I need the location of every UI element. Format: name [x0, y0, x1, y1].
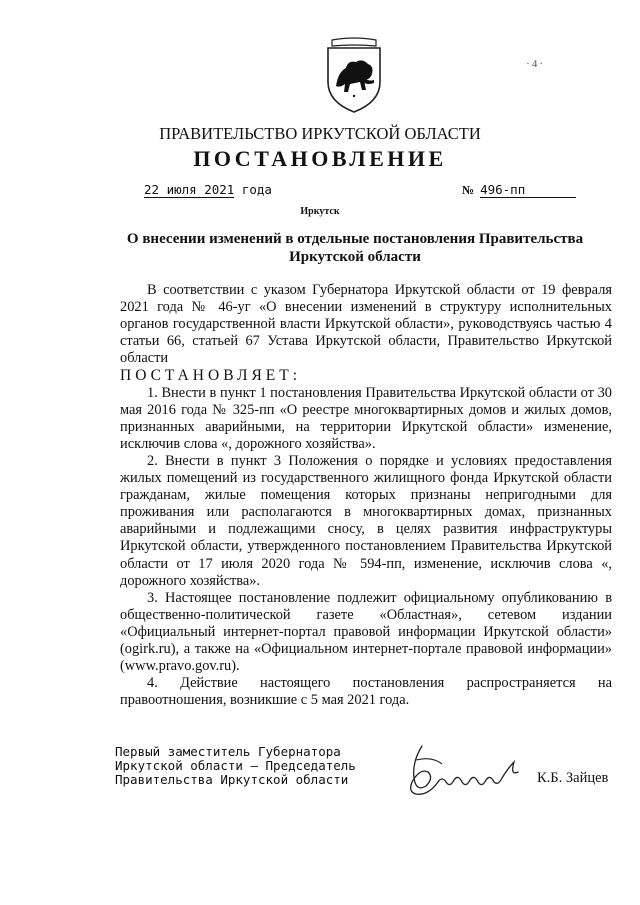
position-line: Первый заместитель Губернатора [115, 744, 341, 759]
date-suffix: года [234, 182, 272, 197]
resolution-item: 1. Внести в пункт 1 постановления Правительства Иркутской области от 30 мая 2016 года № 325-пп «О реестре многоквартирных домов и жилых домов, признанных аварийными, на территории Иркутской области» изменение, исключив слова «, дорожного хозяйства». [120, 384, 612, 452]
date-value: 22 июля 2021 [144, 182, 235, 197]
resolution-item: 2. Внести в пункт 3 Положения о порядке и условиях предоставления жилых помещений из государственного жилищного фонда Иркутской области гражданам, жилые помещения которых признаны непригодными для проживания или располагаются в многоквартирных домах, признанных аварийными и подлежащими сносу, в целях развития инфраструктуры Иркутской области, утвержденного постановлением Правительства Иркутской области от 17 июля 2020 года № 594-пп, изменение, исключив слова «, дорожного хозяйства». [120, 452, 612, 589]
signatory-position [115, 745, 365, 787]
document-number [462, 182, 576, 198]
document-type: ПОСТАНОВЛЕНИЕ [193, 146, 447, 171]
corner-mark: ·4· [526, 58, 545, 70]
resolution-item: 4. Действие настоящего постановления распространяется на правоотношения, возникшие с 5 мая 2021 года. [120, 675, 612, 709]
resolves-heading: ПОСТАНОВЛЯЕТ: [120, 367, 302, 385]
document-date [144, 182, 272, 197]
title-line: Иркутской области [289, 249, 421, 265]
document-title [120, 230, 590, 266]
position-line: Иркутской области – Председатель [115, 758, 356, 773]
title-line: О внесении изменений в отдельные постановления Правительства [126, 231, 584, 247]
preamble: В соответствии с указом Губернатора Иркутской области от 19 февраля 2021 года № 46-уг «О внесении изменений в структуру исполнительных органов государственной власти Иркутской области», руководствуясь частью 4 статьи 66, статьей 67 Устава Иркутской области, Правительство Иркутской области [120, 282, 612, 367]
government-name: ПРАВИТЕЛЬСТВО ИРКУТСКОЙ ОБЛАСТИ [159, 124, 481, 143]
number-value: 496-пп [480, 182, 576, 198]
city: Иркутск [300, 206, 340, 217]
document-body [120, 282, 612, 709]
coat-of-arms-emblem [318, 36, 390, 114]
signatory-name: К.Б. Зайцев [537, 770, 609, 786]
position-line: Правительства Иркутской области [115, 772, 349, 787]
number-sign: № [462, 183, 475, 197]
handwritten-signature [392, 742, 532, 802]
resolution-item: 3. Настоящее постановление подлежит официальному опубликованию в общественно-политической газете «Областная», сетевом издании «Официальный интернет-портал правовой информации Иркутской области» (ogirk.ru), а также на «Официальном интернет-портале правовой информации» (www.pravo.gov.ru). [120, 589, 612, 675]
